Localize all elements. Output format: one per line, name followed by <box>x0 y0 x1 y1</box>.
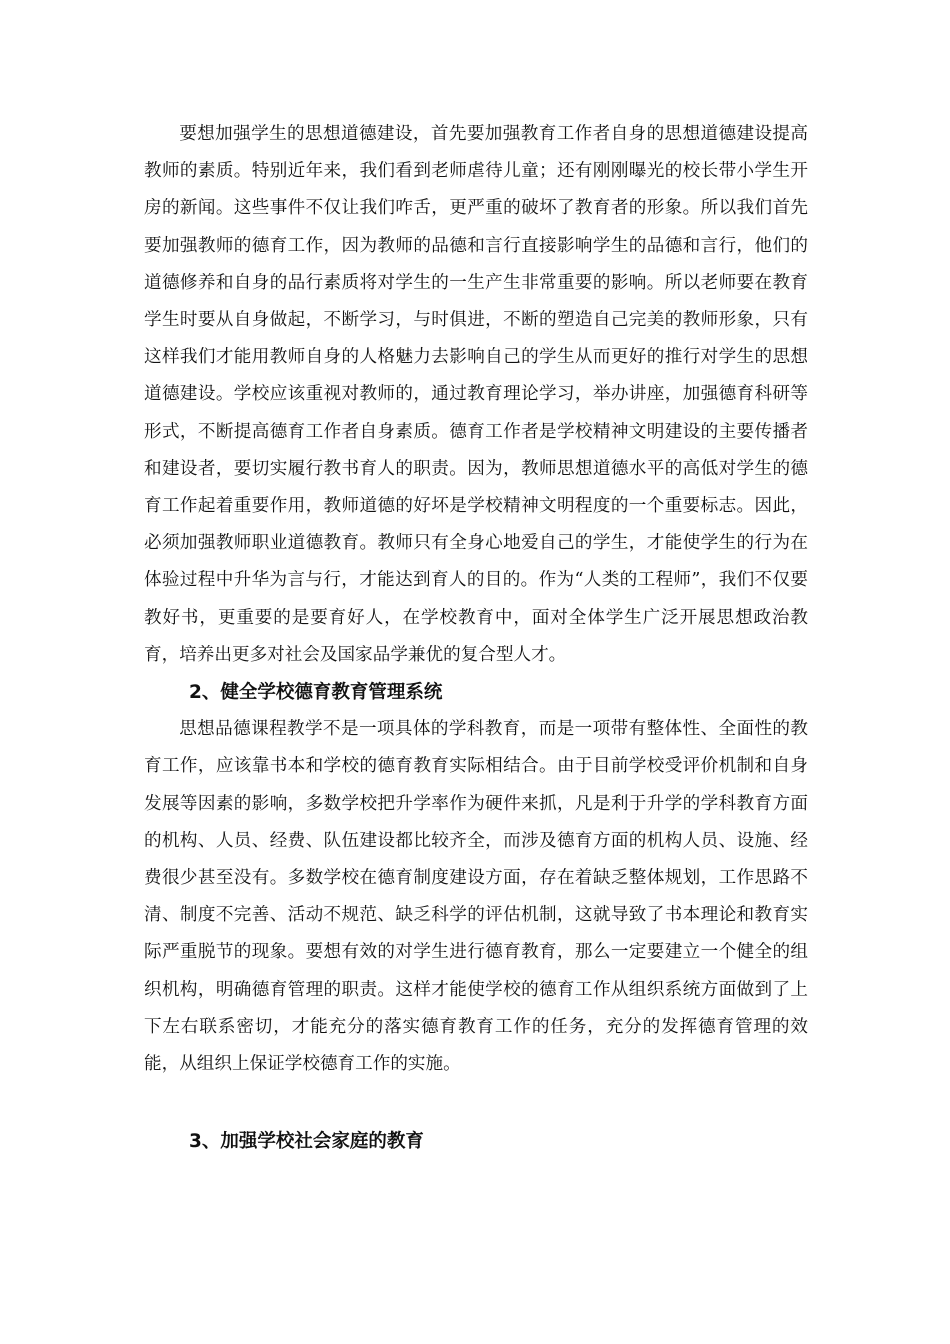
paragraph-management-system: 思想品德课程教学不是一项具体的学科教育，而是一项带有整体性、全面性的教育工作，应该靠书本和学校的德育教育实际相结合。由于目前学校受评价机制和自身发展等因素的影响，多数学校把升学率作为硬件来抓，凡是利于升学的学科教育方面的机构、人员、经费、队伍建设都比较齐全，而涉及德育方面的机构人员、设施、经费很少甚至没有。多数学校在德育制度建设方面，存在着缺乏整体规划，工作思路不清、制度不完善、活动不规范、缺乏科学的评估机制，这就导致了书本理论和教育实际严重脱节的现象。要想有效的对学生进行德育教育，那么一定要建立一个健全的组织机构，明确德育管理的职责。这样才能使学校的德育工作从组织系统方面做到了上下左右联系密切，才能充分的落实德育教育工作的任务，充分的发挥德育管理的效能，从组织上保证学校德育工作的实施。 <box>144 719 808 1075</box>
section-heading-3: 3、加强学校社会家庭的教育 <box>189 1131 424 1153</box>
document-body <box>144 116 808 1160</box>
paragraph-teacher-ethics: 要想加强学生的思想道德建设，首先要加强教育工作者自身的思想道德建设提高教师的素质。特别近年来，我们看到老师虐待儿童；还有刚刚曝光的校长带小学生开房的新闻。这些事件不仅让我们咋舌，更严重的破坏了教育者的形象。所以我们首先要加强教师的德育工作，因为教师的品德和言行直接影响学生的品德和言行，他们的道德修养和自身的品行素质将对学生的一生产生非常重要的影响。所以老师要在教育学生时要从自身做起，不断学习，与时俱进，不断的塑造自己完美的教师形象，只有这样我们才能用教师自身的人格魅力去影响自己的学生从而更好的推行对学生的思想道德建设。学校应该重视对教师的，通过教育理论学习，举办讲座，加强德育科研等形式，不断提高德育工作者自身素质。德育工作者是学校精神文明建设的主要传播者和建设者，要切实履行教书育人的职责。因为，教师思想道德水平的高低对学生的德育工作起着重要作用，教师道德的好坏是学校精神文明程度的一个重要标志。因此，必须加强教师职业道德教育。教师只有全身心地爱自己的学生，才能使学生的行为在体验过程中升华为言与行，才能达到育人的目的。作为“人类的工程师”，我们不仅要教好书，更重要的是要育好人，在学校教育中，面对全体学生广泛开展思想政治教育，培养出更多对社会及国家品学兼优的复合型人才。 <box>144 124 808 665</box>
section-heading-2: 2、健全学校德育教育管理系统 <box>189 682 443 704</box>
